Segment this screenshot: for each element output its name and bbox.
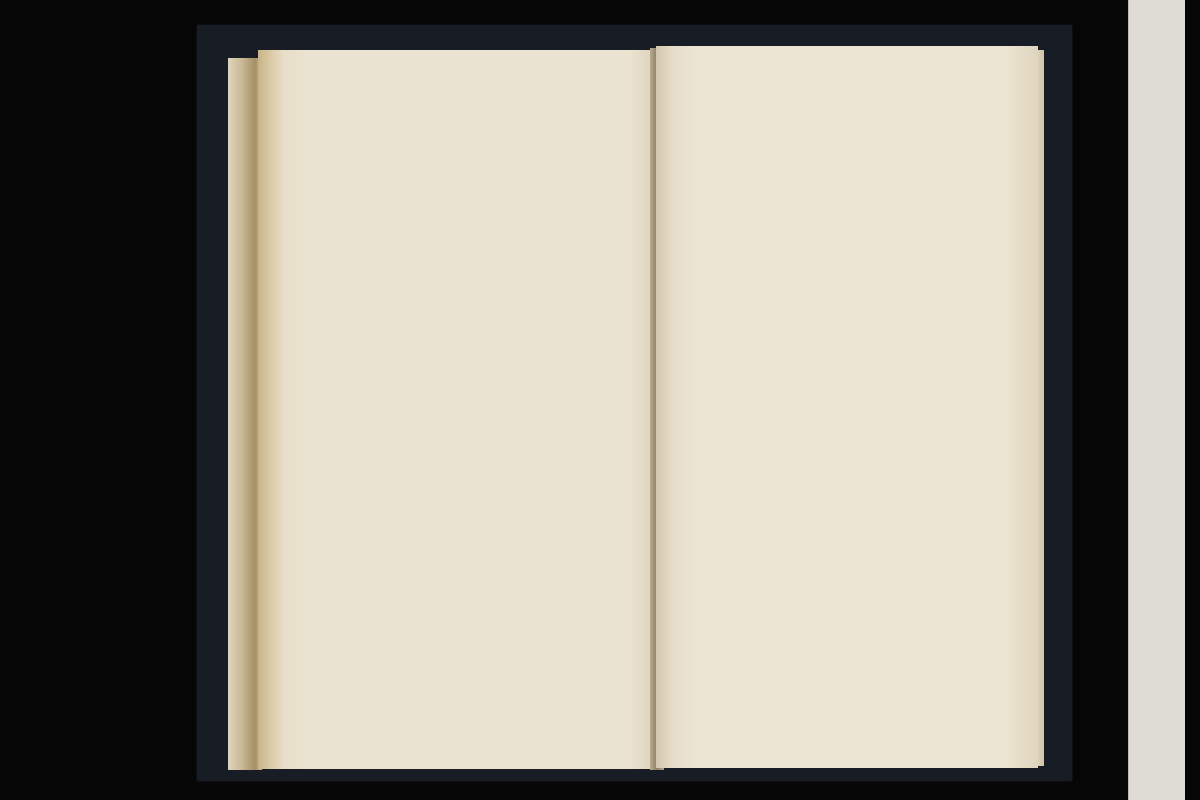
right-page bbox=[656, 46, 1038, 768]
left-page-edges bbox=[228, 58, 262, 770]
right-page-text bbox=[668, 68, 1028, 76]
left-page bbox=[258, 50, 656, 769]
left-page-text bbox=[298, 68, 648, 80]
measurement-ruler bbox=[1128, 0, 1185, 800]
